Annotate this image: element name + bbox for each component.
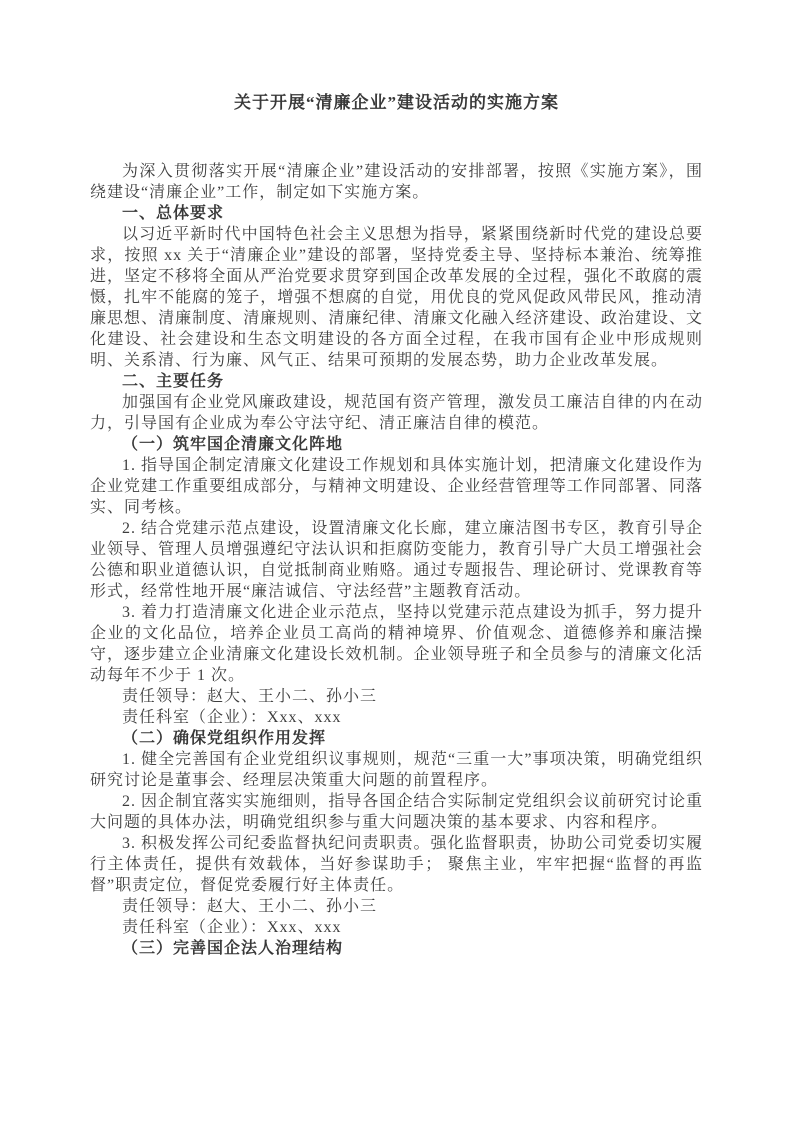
- paragraph: 2. 结合党建示范点建设，设置清廉文化长廊，建立廉洁图书专区，教育引导企业领导、管理人员增强遵纪守法认识和拒腐防变能力，教育引导广大员工增强社会公德和职业道德认识，自觉抵制商业贿赂。通过专题报告、理论研讨、党课教育等形式，经常性地开展“廉洁诚信、守法经营”主题教育活动。: [90, 520, 703, 600]
- paragraph: 责任科室（企业）：Xxx、xxx: [122, 919, 342, 936]
- paragraph: 3. 着力打造清廉文化进企业示范点，坚持以党建示范点建设为抓手，努力提升企业的文化品位，培养企业员工高尚的精神境界、价值观念、道德修养和廉洁操守，逐步建立企业清廉文化建设长效机制。企业领导班子和全员参与的清廉文化活动每年不少于 1 次。: [90, 604, 703, 684]
- section-heading: 一、总体要求: [122, 205, 225, 222]
- section-heading: 二、主要任务: [122, 373, 225, 390]
- paragraph: 1. 健全完善国有企业党组织议事规则，规范“三重一大”事项决策，明确党组织研究讨论是董事会、经理层决策重大问题的前置程序。: [90, 751, 703, 789]
- section-heading: （二）确保党组织作用发挥: [122, 730, 327, 747]
- paragraph: 以习近平新时代中国特色社会主义思想为指导，紧紧围绕新时代党的建设总要求，按照 xx 关于“清廉企业”建设的部署，坚持党委主导、坚持标本兼治、统筹推进，坚定不移将全面从严治党要求贯穿到国企改革发展的全过程，强化不敢腐的震慑，扎牢不能腐的笼子，增强不想腐的自觉，用优良的党风促政风带民风，推动清廉思想、清廉制度、清廉规则、清廉纪律、清廉文化融入经济建设、政治建设、文化建设、社会建设和生态文明建设的各方面全过程，在我市国有企业中形成规则明、关系清、行为廉、风气正、结果可预期的发展态势，助力企业改革发展。: [90, 226, 703, 369]
- paragraph: 2. 因企制宜落实实施细则，指导各国企结合实际制定党组织会议前研究讨论重大问题的具体办法，明确党组织参与重大问题决策的基本要求、内容和程序。: [90, 793, 703, 831]
- document-body: [90, 161, 703, 959]
- paragraph: 为深入贯彻落实开展“清廉企业”建设活动的安排部署，按照《实施方案》，围绕建设“清廉企业”工作，制定如下实施方案。: [90, 163, 703, 201]
- paragraph: 责任领导：赵大、王小二、孙小三: [122, 898, 378, 915]
- section-heading: （三）完善国企法人治理结构: [122, 940, 344, 957]
- paragraph: 责任科室（企业）：Xxx、xxx: [122, 709, 342, 726]
- paragraph: 责任领导：赵大、王小二、孙小三: [122, 688, 378, 705]
- paragraph: 1. 指导国企制定清廉文化建设工作规划和具体实施计划，把清廉文化建设作为企业党建工作重要组成部分，与精神文明建设、企业经营管理等工作同部署、同落实、同考核。: [90, 457, 703, 516]
- paragraph: 3. 积极发挥公司纪委监督执纪问责职责。强化监督职责，协助公司党委切实履行主体责任，提供有效载体，当好参谋助手； 聚焦主业，牢牢把握“监督的再监督”职责定位，督促党委履行好主体责任。: [90, 835, 703, 894]
- document-title: 关于开展“清廉企业”建设活动的实施方案: [234, 93, 559, 112]
- paragraph: 加强国有企业党风廉政建设，规范国有资产管理，激发员工廉洁自律的内在动力，引导国有企业成为奉公守法守纪、清正廉洁自律的模范。: [90, 394, 703, 432]
- section-heading: （一）筑牢国企清廉文化阵地: [122, 436, 344, 453]
